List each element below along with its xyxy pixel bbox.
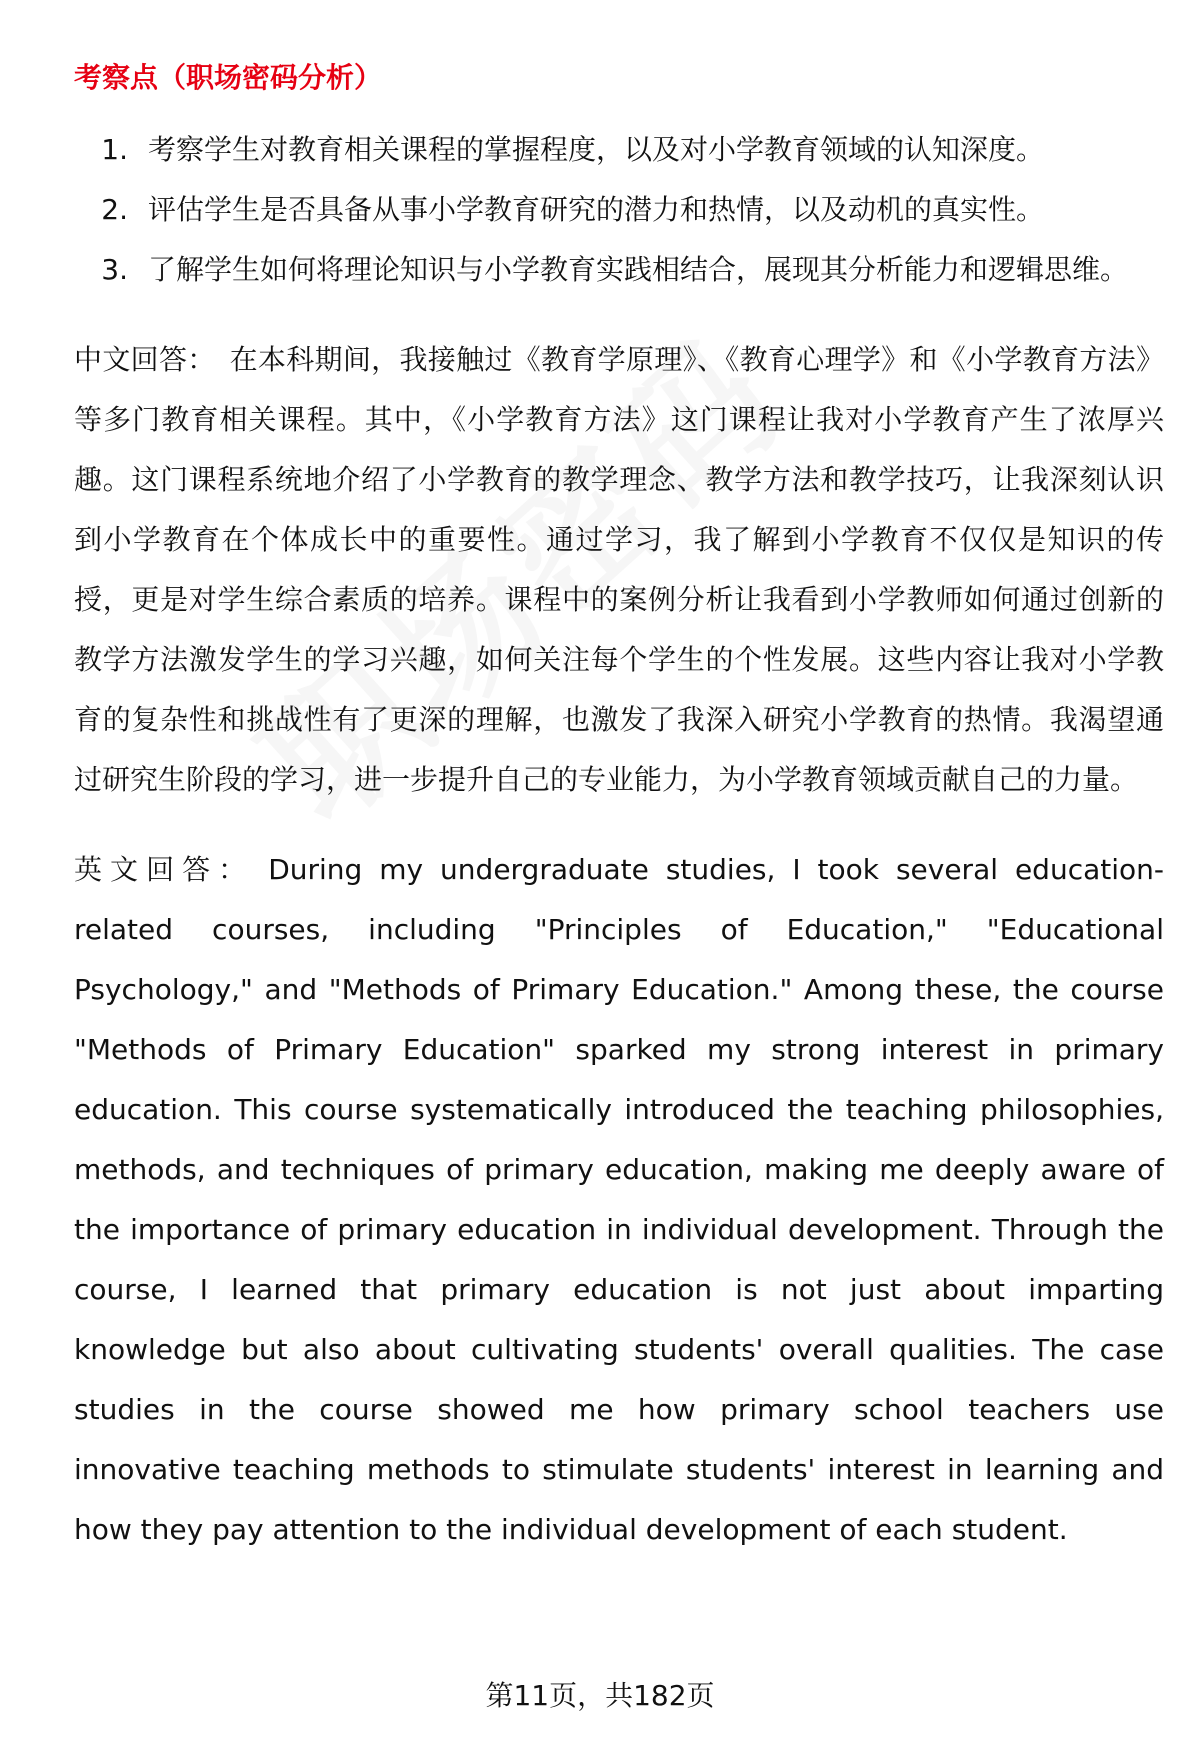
chinese-answer-paragraph: [74, 330, 1164, 810]
english-answer-paragraph: [74, 840, 1164, 1560]
exam-points-list: [74, 120, 1164, 300]
list-item-text: 了解学生如何将理论知识与小学教育实践相结合，展现其分析能力和逻辑思维。: [148, 253, 1129, 286]
section-title: 考察点（职场密码分析）: [74, 61, 383, 94]
list-item-text: 评估学生是否具备从事小学教育研究的潜力和热情，以及动机的真实性。: [148, 193, 1045, 226]
page-number: 第11页，共182页: [485, 1679, 715, 1712]
list-item: [74, 240, 1164, 300]
chinese-answer-label: 中文回答：: [74, 343, 216, 376]
list-item: [74, 180, 1164, 240]
list-item-number: 3.: [101, 253, 128, 286]
list-item: [74, 120, 1164, 180]
list-item-number: 1.: [101, 133, 128, 166]
document-page: [74, 58, 1164, 1560]
english-answer-text: During my undergraduate studies, I took several education-related courses, including "Principles of Education," "Educational Psychology," and "Methods of Primary Education." Among these, the course "Methods of Primary Education" sparked my strong interest in primary education. This course systematically introduced the teaching philosophies, methods, and techniques of primary education, making me deeply aware of the importance of primary education in individual development. Through the course, I learned that primary education is not just about imparting knowledge but also about cultivating students' overall qualities. The case studies in the course showed me how primary school teachers use innovative teaching methods to stimulate students' interest in learning and how they pay attention to the individual development of each student.: [74, 853, 1164, 1546]
chinese-answer-text: 在本科期间，我接触过《教育学原理》、《教育心理学》和《小学教育方法》等多门教育相关课程。其中，《小学教育方法》这门课程让我对小学教育产生了浓厚兴趣。这门课程系统地介绍了小学教育的教学理念、教学方法和教学技巧，让我深刻认识到小学教育在个体成长中的重要性。通过学习，我了解到小学教育不仅仅是知识的传授，更是对学生综合素质的培养。课程中的案例分析让我看到小学教师如何通过创新的教学方法激发学生的学习兴趣，如何关注每个学生的个性发展。这些内容让我对小学教育的复杂性和挑战性有了更深的理解，也激发了我深入研究小学教育的热情。我渴望通过研究生阶段的学习，进一步提升自己的专业能力，为小学教育领域贡献自己的力量。: [74, 343, 1164, 796]
list-item-text: 考察学生对教育相关课程的掌握程度，以及对小学教育领域的认知深度。: [148, 133, 1045, 166]
english-answer-label: 英文回答：: [74, 853, 255, 886]
list-item-number: 2.: [101, 193, 128, 226]
